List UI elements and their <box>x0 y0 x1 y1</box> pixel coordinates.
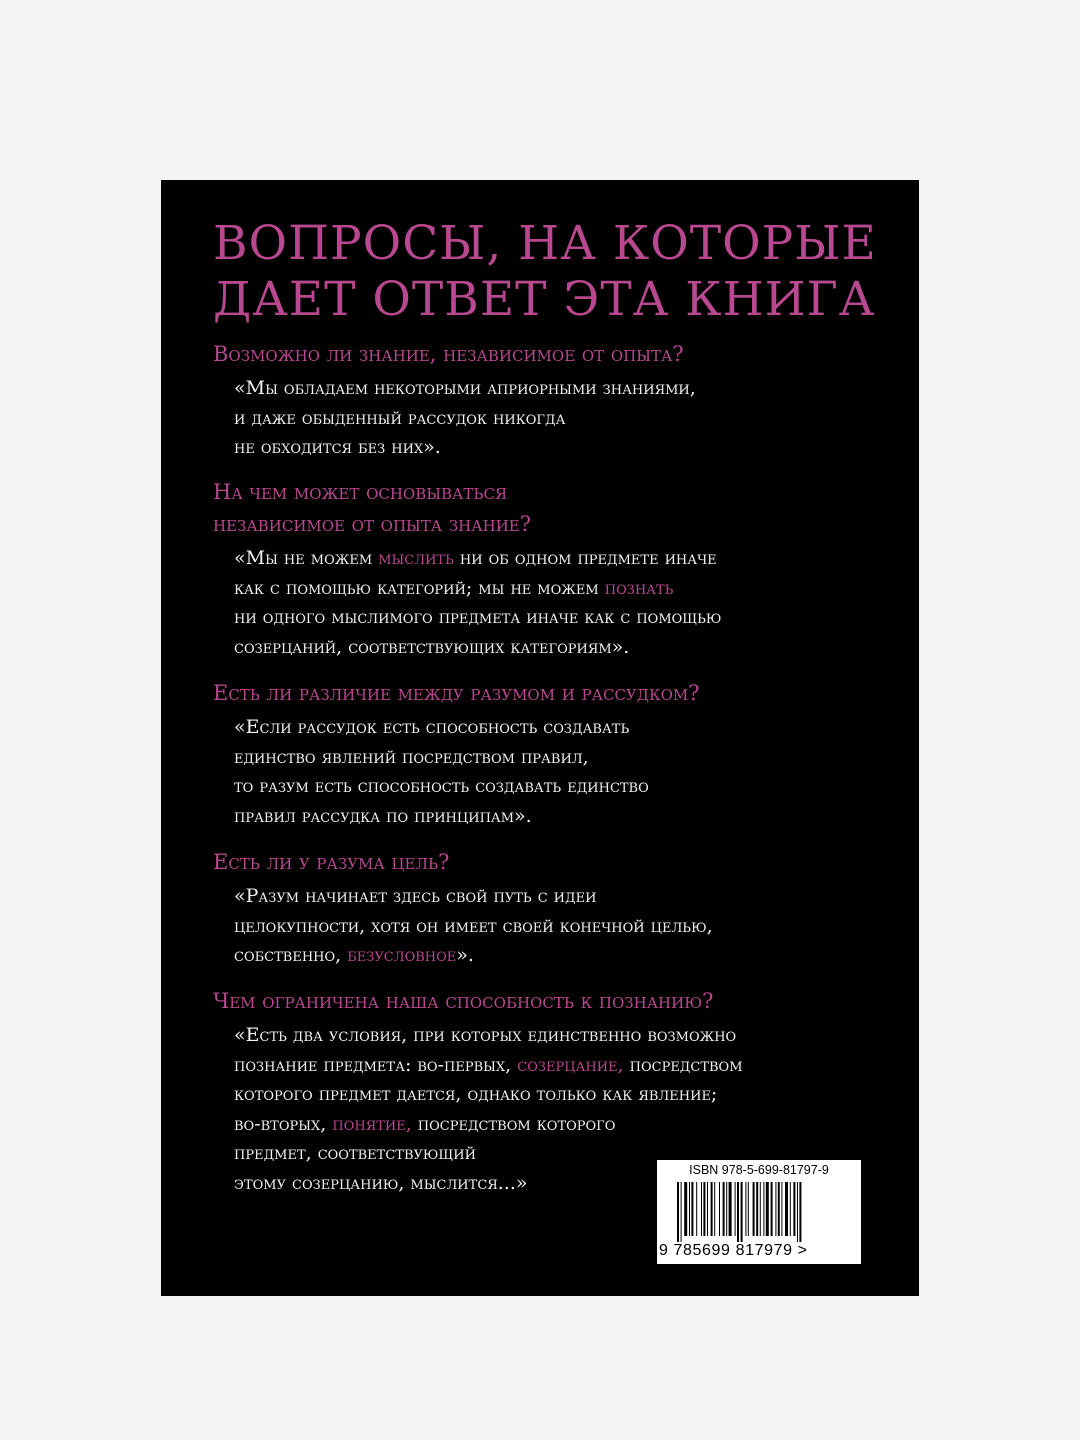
answer-5-text-c: посредством которого предмет, соответствующий этому созерцанию, мыслится...» <box>234 1112 616 1194</box>
qa-section-2 <box>213 476 903 662</box>
answer-4-text-a: «Разум начинает здесь свой путь с идеи целокупности, хотя он имеет своей конечной целью, собственно, <box>234 885 713 967</box>
answer-2-highlight-know: познать <box>604 576 674 599</box>
barcode-bar <box>745 1182 746 1236</box>
barcode-bar <box>684 1182 687 1236</box>
barcode-bar <box>707 1182 708 1236</box>
answer-2 <box>234 544 903 662</box>
answer-4-text-b: ». <box>456 944 474 967</box>
barcode-bar <box>766 1182 769 1236</box>
question-2 <box>213 476 903 540</box>
answer-2-text-a: «Мы не можем <box>234 547 379 569</box>
barcode-bar <box>771 1182 773 1236</box>
barcode-bar <box>756 1182 758 1236</box>
question-2-line2: независимое от опыта знание? <box>213 512 531 536</box>
barcode-bar <box>797 1182 798 1242</box>
barcode-bar <box>689 1182 690 1236</box>
barcode-bar <box>785 1182 788 1236</box>
barcode-bar <box>691 1182 693 1236</box>
barcode-bar <box>775 1182 776 1236</box>
barcode-bar <box>760 1182 761 1236</box>
qa-section-4 <box>213 846 903 971</box>
answer-2-text-b: ни об одном предмете иначе как с помощью категорий; мы не можем <box>234 547 717 599</box>
barcode-bar <box>741 1182 743 1242</box>
barcode-bar <box>703 1182 705 1236</box>
isbn-barcode <box>657 1160 861 1264</box>
question-2-line1: На чем может основываться <box>213 480 508 504</box>
barcode-bars <box>677 1182 849 1242</box>
answer-5-highlight-intuition: созерцание, <box>517 1053 624 1076</box>
barcode-bar <box>778 1182 780 1236</box>
barcode-bar <box>677 1182 679 1242</box>
barcode-bar <box>735 1182 736 1236</box>
barcode-bar <box>781 1182 782 1236</box>
barcode-bar <box>681 1182 682 1242</box>
answer-5-highlight-concept: понятие, <box>332 1112 412 1135</box>
cover-heading-line1: ВОПРОСЫ, НА КОТОРЫЕ <box>213 216 877 271</box>
answer-5-text-a: «Есть два условия, при которых единственно возможно познание предмета: во-первых, <box>234 1024 737 1076</box>
answer-4-highlight-unconditioned: безусловное <box>347 944 457 967</box>
answer-2-highlight-think: мыслить <box>378 547 454 569</box>
barcode-bar <box>714 1182 715 1236</box>
barcode-bar <box>748 1182 749 1236</box>
barcode-bar <box>753 1182 755 1236</box>
answer-5-text-b: посредством которого предмет дается, однако только как явление; во-вторых, <box>234 1053 743 1135</box>
barcode-bar <box>729 1182 732 1236</box>
question-3: Есть ли различие между разумом и рассудком? <box>213 681 700 705</box>
qa-section-1 <box>213 338 903 463</box>
question-5: Чем ограничена наша способность к познанию? <box>213 989 714 1013</box>
answer-3: «Если рассудок есть способность создавать единство явлений посредством правил, то разум есть способность создавать единство правил рассудка по принципам». <box>234 716 649 827</box>
cover-heading <box>213 216 903 328</box>
barcode-bar <box>763 1182 764 1236</box>
answer-2-text-c: ни одного мыслимого предмета иначе как с помощью созерцаний, соответствующих категориям». <box>234 606 722 658</box>
book-back-cover <box>161 180 919 1296</box>
cover-heading-line2: ДАЕТ ОТВЕТ ЭТА КНИГА <box>213 272 876 327</box>
question-1: Возможно ли знание, независимое от опыта? <box>213 342 684 366</box>
qa-section-3 <box>213 677 903 831</box>
barcode-bar <box>799 1182 801 1242</box>
barcode-bar <box>793 1182 795 1236</box>
barcode-bar <box>696 1182 697 1236</box>
barcode-bar <box>726 1182 727 1236</box>
barcode-bar <box>719 1182 720 1236</box>
barcode-bar <box>711 1182 713 1236</box>
barcode-bar <box>701 1182 702 1236</box>
barcode-digits: 9 785699 817979 > <box>659 1242 808 1259</box>
barcode-bar <box>737 1182 739 1242</box>
isbn-label: ISBN 978-5-699-81797-9 <box>689 1163 829 1177</box>
barcode-bar <box>723 1182 725 1236</box>
question-4: Есть ли у разума цель? <box>213 850 450 874</box>
answer-1: «Мы обладаем некоторыми априорными знаниями, и даже обыденный рассудок никогда не обходится без них». <box>234 377 696 459</box>
answer-4 <box>234 882 903 971</box>
barcode-bar <box>790 1182 791 1236</box>
